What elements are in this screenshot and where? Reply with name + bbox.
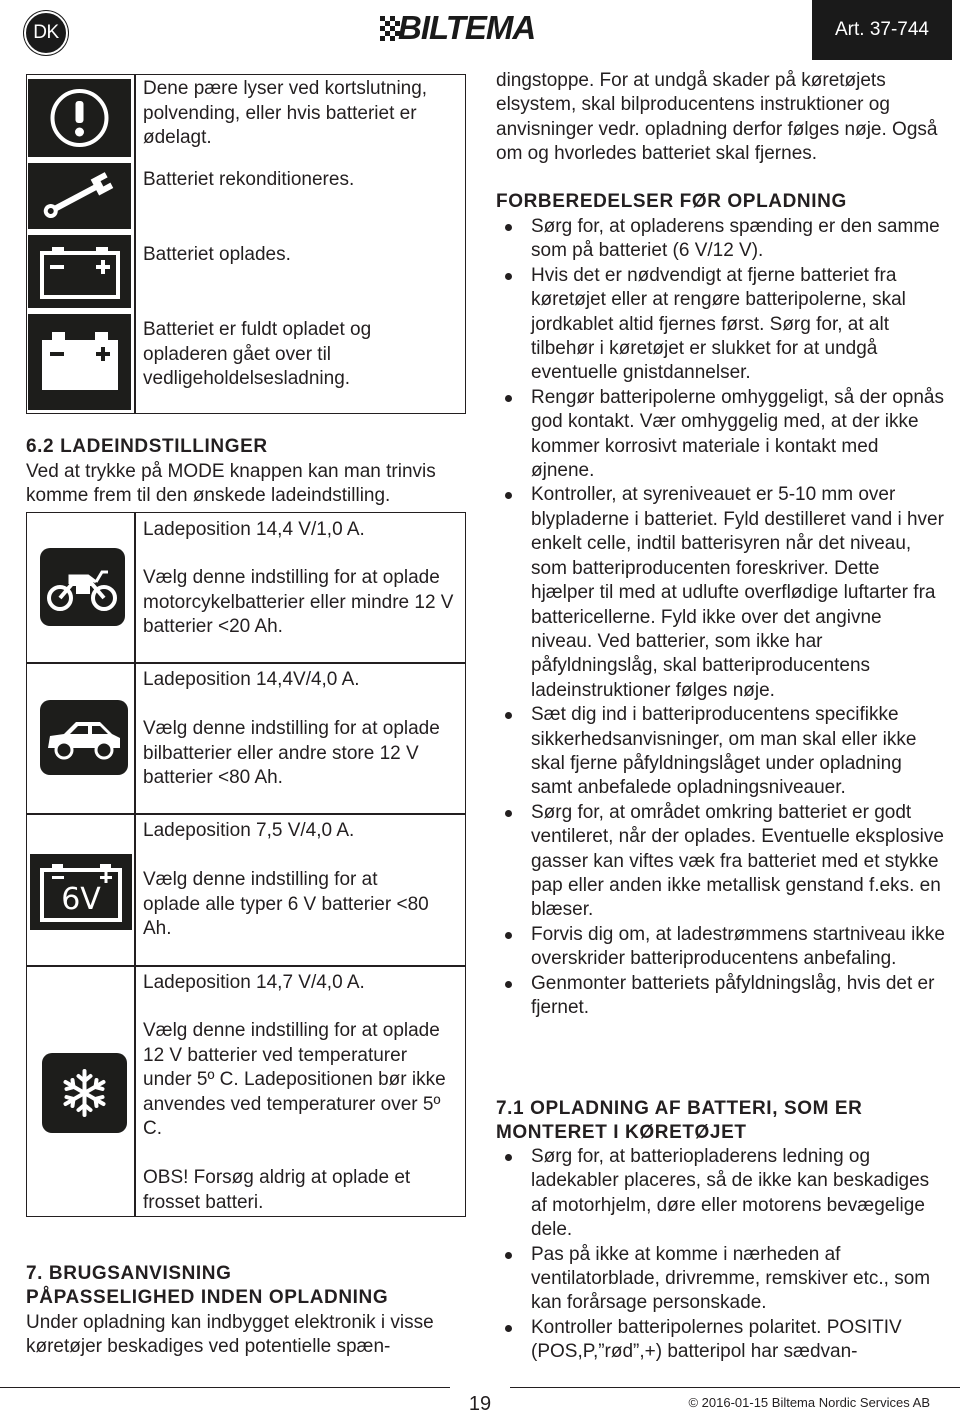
row-divider: [26, 813, 466, 815]
bullet-icon: [505, 224, 512, 231]
mode-note-4: OBS! Forsøg aldrig at oplade et frosset batteri.: [143, 1167, 411, 1213]
list-item: Hvis det er nødvendigt at fjerne batteriet fra køretøjet eller at rengøre batteripolerne, skal jordkablet altid fjernes først. Sørg for, at alt tilbehør i køretøjet er slukket for at undgå eventuelle gnistdannelser.: [496, 264, 946, 386]
list-item: Genmonter batteriets påfyldningslåg, hvis det er fjernet.: [496, 972, 946, 1021]
section-intro-7-cont: dingstoppe. For at undgå skader på køretøjets elsystem, skal bilproducentens instruktioner og anvisninger vedr. opladning derfor følges nøje. Også om og hvorledes batteriet skal fjernes.: [496, 70, 938, 165]
mode-position-3: Ladeposition 7,5 V/4,0 A.: [143, 820, 355, 841]
status-text-full: Batteriet er fuldt opladet og opladeren gået over til vedligeholdelsesladning.: [143, 319, 372, 389]
section-heading-preparations: FORBEREDELSER FØR OPLADNING: [496, 191, 847, 212]
list-item: Pas på ikke at komme i nærheden af ventilatorblade, drivremme, remskiver etc., som kan forårsage personskade.: [496, 1243, 946, 1316]
bullet-icon: [505, 395, 512, 402]
section-intro-7: Under opladning kan indbygget elektronik i visse køretøjer beskadiges ved potentielle spæn-: [26, 1312, 434, 1358]
section-intro-6-2: Ved at trykke på MODE knappen kan man trinvis komme frem til den ønskede ladeindstilling.: [26, 461, 436, 507]
mode-position-2: Ladeposition 14,4V/4,0 A.: [143, 669, 360, 690]
list-item: Sørg for, at batteriopladerens ledning og ladekabler placeres, så de ikke kan beskadiges af motorhjelm, døre eller motorens bevægelige dele.: [496, 1145, 946, 1243]
mode-position-1: Ladeposition 14,4 V/1,0 A.: [143, 519, 365, 540]
bullet-icon: [505, 810, 512, 817]
list-item: Sørg for, at området omkring batteriet er godt ventileret, når der oplades. Eventuelle eksplosive gasser kan viftes væk fra batteriet med et stykke pap eller anden ikke metallisk genstand f.eks. en blæser.: [496, 801, 946, 923]
section-heading-7: 7. BRUGSANVISNING: [26, 1263, 232, 1284]
car-icon: [40, 700, 128, 775]
list-item: Forvis dig om, at ladestrømmens startniveau ikke overskrider batteriproducentens anbefaling.: [496, 923, 946, 972]
bullet-icon: [505, 492, 512, 499]
status-text-charging: Batteriet oplades.: [143, 244, 291, 265]
warning-icon: [28, 79, 131, 157]
article-number: Art. 37-744: [812, 0, 952, 60]
bullet-icon: [505, 1252, 512, 1259]
language-badge: DK: [24, 11, 68, 55]
mode-desc-3: Vælg denne indstilling for at oplade alle typer 6 V batterier <80 Ah.: [143, 869, 429, 939]
mode-position-4: Ladeposition 14,7 V/4,0 A.: [143, 972, 365, 993]
bullet-icon: [505, 932, 512, 939]
battery-6v-label: 6V: [61, 882, 101, 917]
footer-rule-left: [0, 1387, 450, 1388]
section-7-1-list: [496, 1145, 946, 1365]
row-divider: [26, 965, 466, 967]
page-number: 19: [468, 1393, 492, 1415]
battery-full-icon: [28, 314, 131, 410]
section-heading-6-2: 6.2 LADEINDSTILLINGER: [26, 436, 268, 457]
row-divider: [26, 662, 466, 664]
mode-desc-1: Vælg denne indstilling for at oplade motorcykelbatterier eller mindre 12 V batterier <20 Ah.: [143, 567, 454, 637]
brand-logo: BILTEMA: [398, 9, 536, 46]
list-item: Rengør batteripolerne omhyggeligt, så der opnås god kontakt. Vær omhyggelig med, at der ikke kommer korrosivt materiale i kontakt med øjnene.: [496, 386, 946, 484]
mode-desc-2: Vælg denne indstilling for at oplade bilbatterier eller andre store 12 V batterier <80 Ah.: [143, 718, 440, 788]
preparations-list: [496, 215, 946, 1020]
list-item: Sæt dig ind i batteriproducentens specifikke sikkerhedsanvisninger, om man skal eller ikke skal fjerne påfyldningslåget under opladning samt anbefalede opladningsniveauer.: [496, 703, 946, 801]
wrench-icon: [28, 163, 131, 229]
copyright: © 2016-01-15 Biltema Nordic Services AB: [688, 1395, 930, 1410]
section-subheading-precaution: PÅPASSELIGHED INDEN OPLADNING: [26, 1287, 389, 1308]
bullet-icon: [505, 981, 512, 988]
mode-desc-4: Vælg denne indstilling for at oplade 12 V batterier ved temperaturer under 5º C. Ladepositionen bør ikke anvendes ved temperaturer over 5º C.: [143, 1020, 446, 1139]
list-item: Kontroller batteripolernes polaritet. POSITIV (POS,P,”rød”,+) batteripol har sædvan-: [496, 1316, 946, 1365]
footer-rule-right: [510, 1387, 960, 1388]
section-heading-7-1: 7.1 OPLADNING AF BATTERI, SOM ER MONTERET I KØRETØJET: [496, 1098, 863, 1144]
list-item: Sørg for, at opladerens spænding er den samme som på batteriet (6 V/12 V).: [496, 215, 946, 264]
snowflake-icon: [42, 1053, 127, 1133]
motorcycle-icon: [40, 548, 125, 626]
list-item: Kontroller, at syreniveauet er 5-10 mm over blypladerne i batteriet. Fyld destilleret vand i hver enkelt celle, indtil batterisyren når det niveau, som batteriproducenten foreskriver. Dette hjælper til med at udlufte overflødige luftarter fra battericellerne. Fyld ikke over det angivne niveau. Ved batterier, som ikke har påfyldningslåg, skal batteriproducentens ladeinstruktioner følges nøje.: [496, 483, 946, 703]
battery-6v-icon: [30, 854, 132, 930]
bullet-icon: [505, 1325, 512, 1332]
bullet-icon: [505, 1154, 512, 1161]
status-text-error: Dene pære lyser ved kortslutning, polvending, eller hvis batteriet er ødelagt.: [143, 78, 428, 148]
status-text-recondition: Batteriet rekonditioneres.: [143, 169, 355, 190]
battery-outline-icon: [28, 235, 131, 308]
table-divider: [134, 74, 136, 414]
table-divider: [134, 512, 136, 1217]
bullet-icon: [505, 273, 512, 280]
bullet-icon: [505, 712, 512, 719]
